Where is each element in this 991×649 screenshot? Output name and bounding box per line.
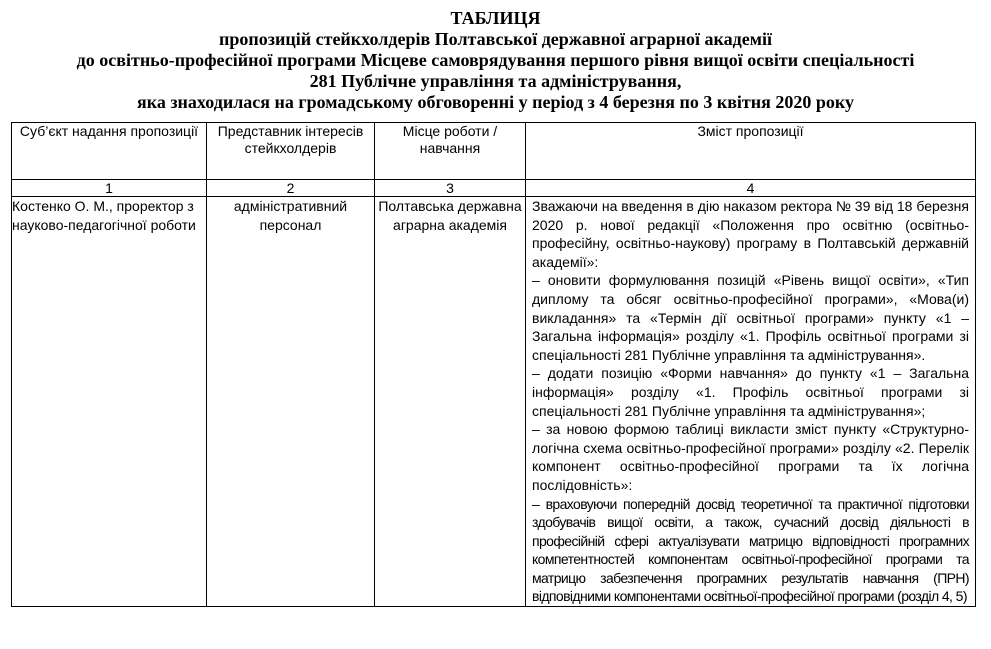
header-representative: Представник інтересів стейкхолдерів <box>207 123 375 180</box>
column-number-1: 1 <box>12 180 207 197</box>
table-header-row <box>12 123 976 180</box>
content-paragraph-matrix: – враховуючи попередній досвід теоретичної та практичної підготовки здобувачів вищої освіти, а також, сучасний досвід діяльності в професійній сфері актуалізувати матрицю відповідності програмних компетентностей компонентам освітньої-професійної програми та матрицю забезпечення програмних результатів навчання (ПРН) відповідними компонентами освітньої-професійної програми (розділ 4, 5) <box>532 495 969 605</box>
cell-representative: адміністративний персонал <box>207 197 375 607</box>
column-number-4: 4 <box>526 180 976 197</box>
content-paragraph-update: – оновити формулювання позицій «Рівень вищої освіти», «Тип диплому та обсяг освітньо-професійної програми», «Мова(и) викладання» та «Термін дії освітньої програми» пункту «1 – Загальна інформація» розділу «1. Профіль освітньої програми зі спеціальності 281 Публічне управління та адміністрування». <box>532 272 969 363</box>
cell-content <box>526 197 976 607</box>
column-number-2: 2 <box>207 180 375 197</box>
content-paragraph-intro: Зважаючи на введення в дію наказом ректора № 39 від 18 березня 2020 р. нової редакції «Положення про освітню (освітньо-професійну, освітньо-наукову) програму в Полтавській державній академії»: <box>532 198 969 270</box>
document-title: ТАБЛИЦЯ <box>450 8 541 28</box>
table-row <box>12 197 976 607</box>
content-paragraph-add: – додати позицію «Форми навчання» до пункту «1 – Загальна інформація» розділу «1. Профіль освітньої програми зі спеціальності 281 Публічне управління та адміністрування»; <box>532 365 969 419</box>
document-subtitle-line-4: яка знаходилася на громадському обговоренні у період з 4 березня по 3 квітня 2020 року <box>136 92 854 112</box>
content-paragraph-structure: – за новою формою таблиці викласти зміст пункту «Структурно-логічна схема освітньо-професійної програми» розділу «2. Перелік компонент освітньо-професійної програми та їх логічна послідовність»: <box>532 421 969 493</box>
document-title-block <box>0 8 991 113</box>
document-subtitle-line-1: пропозицій стейкхолдерів Полтавської державної аграрної академії <box>219 29 772 49</box>
document-subtitle-line-3: 281 Публічне управління та адміністрування, <box>309 71 682 91</box>
column-number-3: 3 <box>375 180 526 197</box>
document-subtitle-line-2: до освітньо-професійної програми Місцеве самоврядування першого рівня вищої освіти спеціальності <box>76 50 915 70</box>
cell-workplace: Полтавська державна аграрна академія <box>375 197 526 607</box>
cell-subject: Костенко О. М., проректор з науково-педагогічної роботи <box>12 197 207 607</box>
proposals-table <box>11 122 976 607</box>
header-workplace: Місце роботи / навчання <box>375 123 526 180</box>
header-content: Зміст пропозиції <box>526 123 976 180</box>
column-number-row <box>12 180 976 197</box>
header-subject: Суб’єкт надання пропозиції <box>12 123 207 180</box>
